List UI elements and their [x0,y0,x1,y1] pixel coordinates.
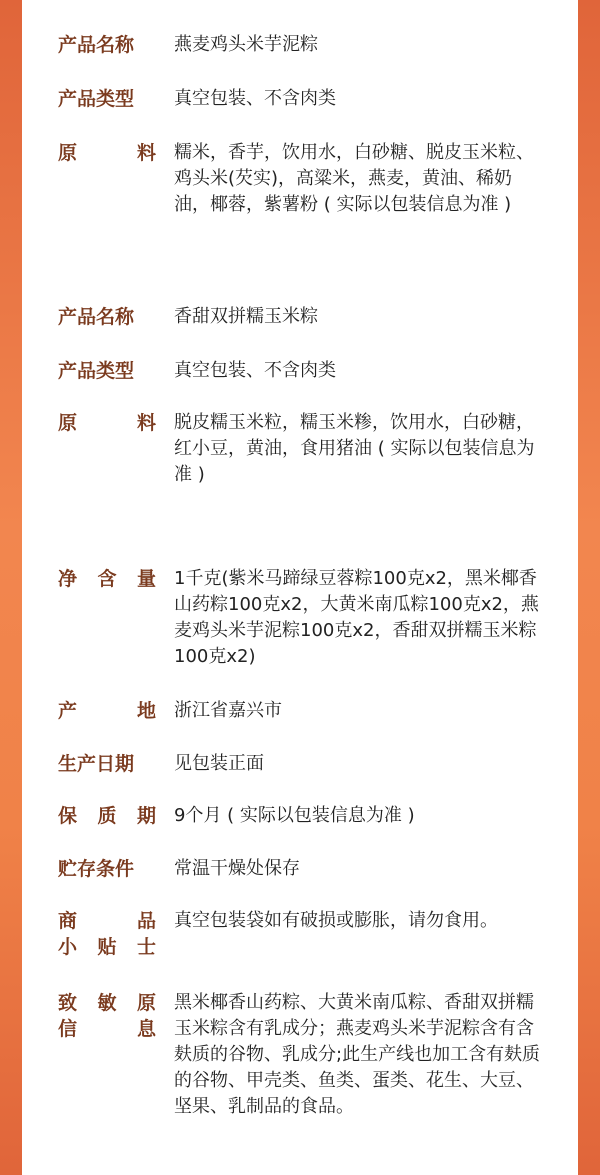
allergen-value: 黑米椰香山药粽、大黄米南瓜粽、香甜双拼糯玉米粽含有乳成分；燕麦鸡头米芋泥粽含有含麸质的谷物、乳成分;此生产线也加工含有麸质的谷物、甲壳类、鱼类、蛋类、花生、大豆、坚果、乳制品的食品。 [174,992,541,1117]
shelf-value: 9个月 ( 实际以包装信息为准 ) [174,805,415,826]
p2-type-row [58,358,548,384]
p1-ingredients-label: 原 料 [58,142,156,164]
tips-value: 真空包装袋如有破损或膨胀，请勿食用。 [174,910,498,931]
p2-name-label: 产品名称 [58,306,135,328]
storage-label: 贮存条件 [58,858,135,880]
storage-row [58,856,548,882]
p1-ingredients-row [58,140,548,218]
p2-ingredients-label: 原 料 [58,412,156,434]
allergen-label: 致 敏 原 信 息 [58,992,156,1040]
origin-value: 浙江省嘉兴市 [174,700,282,721]
p2-type-value: 真空包装、不含肉类 [174,360,336,381]
origin-row [58,698,548,724]
date-row [58,751,548,777]
date-label: 生产日期 [58,753,135,775]
net-value: 1千克(紫米马蹄绿豆蓉粽100克x2，黑米椰香山药粽100克x2，大黄米南瓜粽100克x2，燕麦鸡头米芋泥粽100克x2，香甜双拼糯玉米粽100克x2) [174,568,539,667]
p1-ingredients-value: 糯米，香芋，饮用水，白砂糖、脱皮玉米粒、鸡头米(芡实)，高粱米，燕麦，黄油、稀奶油，椰蓉，紫薯粉 ( 实际以包装信息为准 ) [174,142,534,215]
p1-type-value: 真空包装、不含肉类 [174,88,336,109]
p1-name-value: 燕麦鸡头米芋泥粽 [174,34,318,55]
storage-value: 常温干燥处保存 [174,858,300,879]
allergen-row [58,990,548,1120]
p2-name-value: 香甜双拼糯玉米粽 [174,306,318,327]
p1-name-row [58,32,548,58]
p1-type-row [58,86,548,112]
shelf-label: 保 质 期 [58,805,156,827]
tips-row [58,908,548,960]
origin-label: 产 地 [58,700,156,722]
date-value: 见包装正面 [174,753,264,774]
shelf-row [58,803,548,829]
p2-ingredients-value: 脱皮糯玉米粒，糯玉米糁，饮用水，白砂糖，红小豆，黄油，食用猪油 ( 实际以包装信息为准 ) [174,412,535,485]
net-label: 净 含 量 [58,568,156,590]
p2-name-row [58,304,548,330]
p1-type-label: 产品类型 [58,88,135,110]
p1-name-label: 产品名称 [58,34,135,56]
tips-label: 商 品 小 贴 士 [58,910,156,958]
p2-type-label: 产品类型 [58,360,135,382]
p2-ingredients-row [58,410,548,488]
net-row [58,566,548,670]
